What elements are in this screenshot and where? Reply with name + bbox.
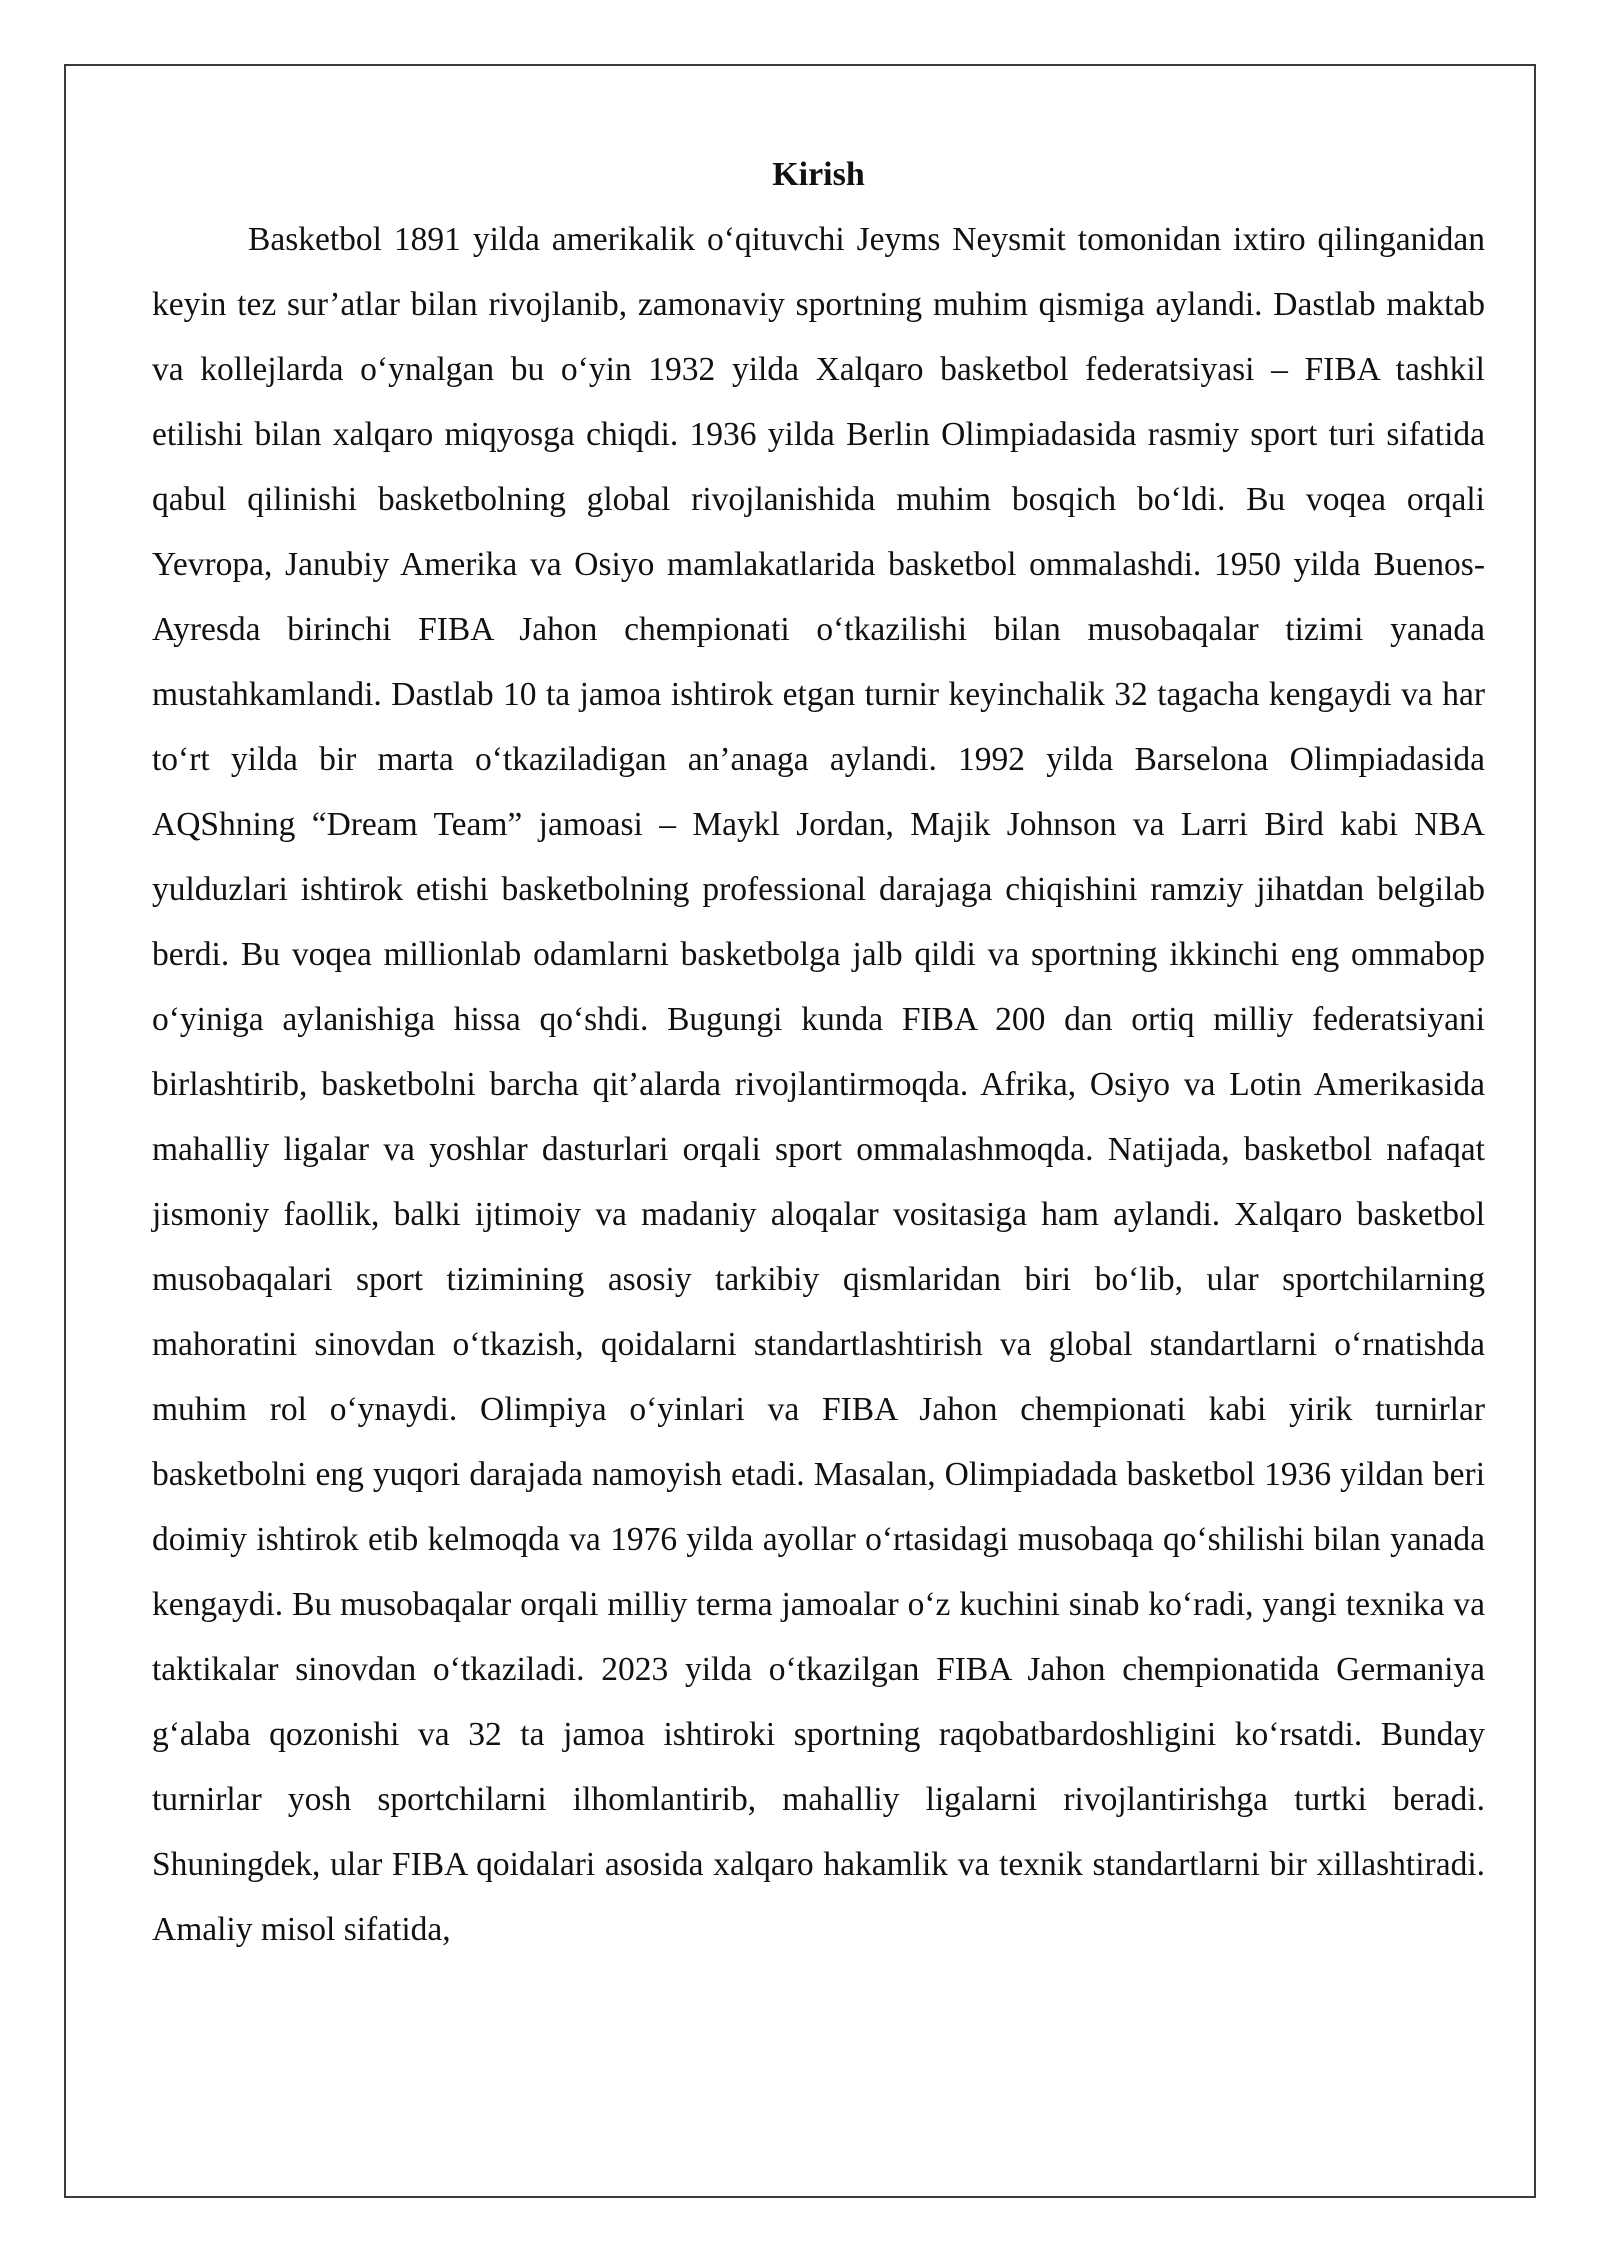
page-content <box>152 143 1485 1962</box>
section-title: Kirish <box>772 156 865 193</box>
body-paragraph: Basketbol 1891 yilda amerikalik oʻqituvchi Jeyms Neysmit tomonidan ixtiro qilinganidan keyin tez sur’atlar bilan rivojlanib, zamonaviy sportning muhim qismiga aylandi. Dastlab maktab va kollejlarda oʻynalgan bu oʻyin 1932 yilda Xalqaro basketbol federatsiyasi – FIBA tashkil etilishi bilan xalqaro miqyosga chiqdi. 1936 yilda Berlin Olimpiadasida rasmiy sport turi sifatida qabul qilinishi basketbolning global rivojlanishida muhim bosqich boʻldi. Bu voqea orqali Yevropa, Janubiy Amerika va Osiyo mamlakatlarida basketbol ommalashdi. 1950 yilda Buenos-Ayresda birinchi FIBA Jahon chempionati oʻtkazilishi bilan musobaqalar tizimi yanada mustahkamlandi. Dastlab 10 ta jamoa ishtirok etgan turnir keyinchalik 32 tagacha kengaydi va har toʻrt yilda bir marta oʻtkaziladigan an’anaga aylandi. 1992 yilda Barselona Olimpiadasida AQShning “Dream Team” jamoasi – Maykl Jordan, Majik Johnson va Larri Bird kabi NBA yulduzlari ishtirok etishi basketbolning professional darajaga chiqishini ramziy jihatdan belgilab berdi. Bu voqea millionlab odamlarni basketbolga jalb qildi va sportning ikkinchi eng ommabop oʻyiniga aylanishiga hissa qoʻshdi. Bugungi kunda FIBA 200 dan ortiq milliy federatsiyani birlashtirib, basketbolni barcha qit’alarda rivojlantirmoqda. Afrika, Osiyo va Lotin Amerikasida mahalliy ligalar va yoshlar dasturlari orqali sport ommalashmoqda. Natijada, basketbol nafaqat jismoniy faollik, balki ijtimoiy va madaniy aloqalar vositasiga ham aylandi. Xalqaro basketbol musobaqalari sport tizimining asosiy tarkibiy qismlaridan biri boʻlib, ular sportchilarning mahoratini sinovdan oʻtkazish, qoidalarni standartlashtirish va global standartlarni oʻrnatishda muhim rol oʻynaydi. Olimpiya oʻyinlari va FIBA Jahon chempionati kabi yirik turnirlar basketbolni eng yuqori darajada namoyish etadi. Masalan, Olimpiadada basketbol 1936 yildan beri doimiy ishtirok etib kelmoqda va 1976 yilda ayollar oʻrtasidagi musobaqa qoʻshilishi bilan yanada kengaydi. Bu musobaqalar orqali milliy terma jamoalar oʻz kuchini sinab koʻradi, yangi texnika va taktikalar sinovdan oʻtkaziladi. 2023 yilda oʻtkazilgan FIBA Jahon chempionatida Germaniya gʻalaba qozonishi va 32 ta jamoa ishtiroki sportning raqobatbardoshligini koʻrsatdi. Bunday turnirlar yosh sportchilarni ilhomlantirib, mahalliy ligalarni rivojlantirishga turtki beradi. Shuningdek, ular FIBA qoidalari asosida xalqaro hakamlik va texnik standartlarni bir xillashtiradi. Amaliy misol sifatida, <box>152 221 1485 1948</box>
